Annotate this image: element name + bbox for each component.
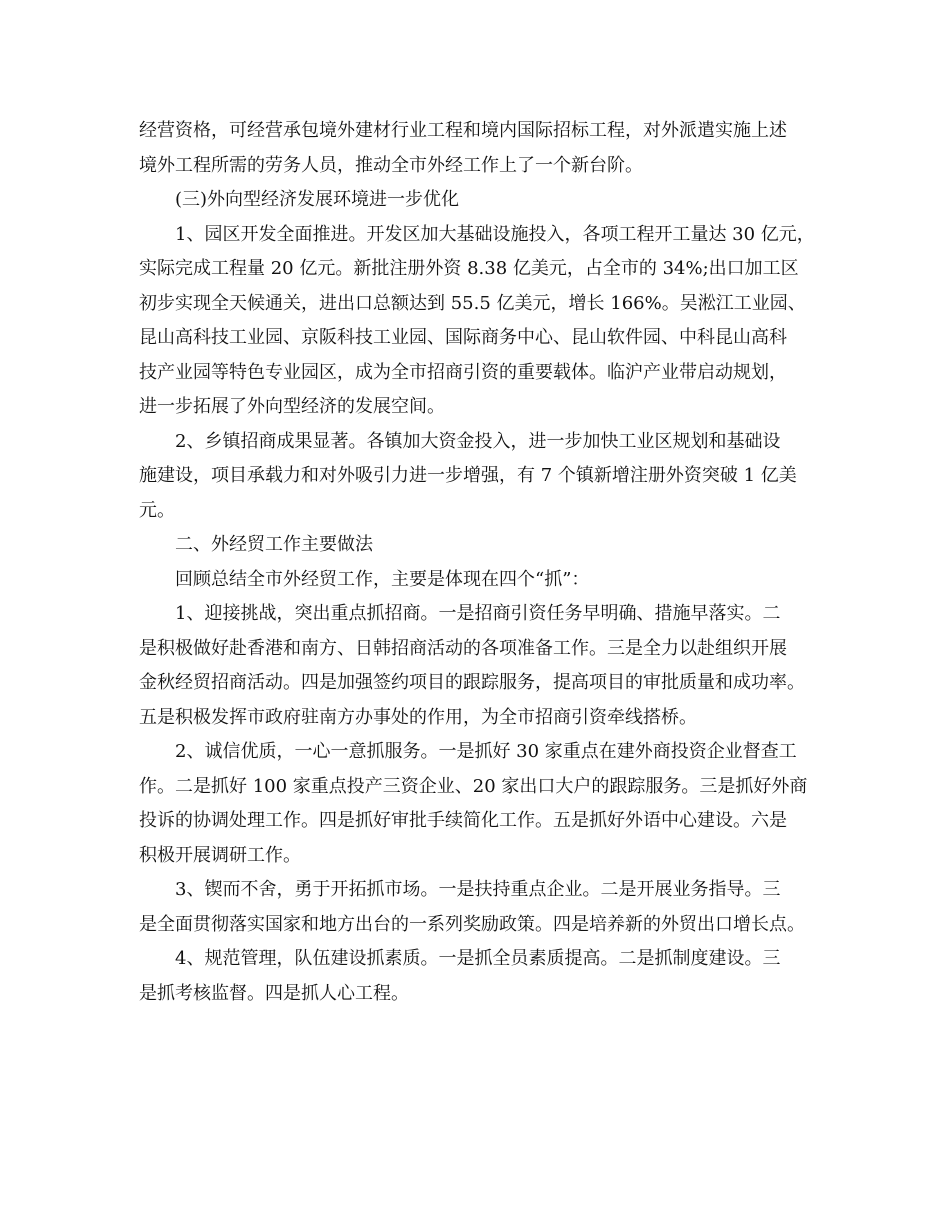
text-line: 投诉的协调处理工作。四是抓好审批手续简化工作。五是抓好外语中心建设。六是 <box>139 810 787 831</box>
text-line: 五是积极发挥市政府驻南方办事处的作用，为全市招商引资牵线搭桥。 <box>139 706 697 728</box>
document-page <box>139 114 829 1011</box>
text-line: 技产业园等特色专业园区，成为全市招商引资的重要载体。临沪产业带启动规划， <box>139 361 787 383</box>
text-line: 是积极做好赴香港和南方、日韩招商活动的各项准备工作。三是全力以赴组织开展 <box>139 637 787 659</box>
section-heading: (三)外向型经济发展环境进一步优化 <box>175 189 460 210</box>
text-line: 是全面贯彻落实国家和地方出台的一系列奖励政策。四是培养新的外贸出口增长点。 <box>139 913 805 935</box>
text-line: 1、迎接挑战，突出重点抓招商。一是招商引资任务早明确、措施早落实。二 <box>175 603 781 624</box>
text-line: 作。二是抓好 100 家重点投产三资企业、20 家出口大户的跟踪服务。三是抓好外商 <box>139 775 808 797</box>
text-line: 进一步拓展了外向型经济的发展空间。 <box>139 396 445 417</box>
text-line: 境外工程所需的劳务人员，推动全市外经工作上了一个新台阶。 <box>139 154 643 176</box>
text-line: 是抓考核监督。四是抓人心工程。 <box>139 982 409 1004</box>
text-line: 昆山高科技工业园、京阪科技工业园、国际商务中心、昆山软件园、中科昆山高科 <box>139 327 787 348</box>
text-line: 4、规范管理，队伍建设抓素质。一是抓全员素质提高。二是抓制度建设。三 <box>175 948 781 969</box>
text-line: 初步实现全天候通关，进出口总额达到 55.5 亿美元，增长 166%。吴淞江工业园、 <box>139 292 806 314</box>
text-line: 施建设，项目承载力和对外吸引力进一步增强，有 7 个镇新增注册外资突破 1 亿美 <box>139 465 797 486</box>
text-line: 金秋经贸招商活动。四是加强签约项目的跟踪服务，提高项目的审批质量和成功率。 <box>139 672 805 693</box>
text-line: 回顾总结全市外经贸工作，主要是体现在四个“抓”： <box>175 568 590 590</box>
text-line: 2、乡镇招商成果显著。各镇加大资金投入，进一步加快工业区规划和基础设 <box>175 430 781 452</box>
section-heading: 二、外经贸工作主要做法 <box>175 534 373 555</box>
text-line: 实际完成工程量 20 亿元。新批注册外资 8.38 亿美元，占全市的 34%;出口加工区 <box>139 258 799 279</box>
text-line: 元。 <box>139 499 175 521</box>
text-line: 3、锲而不舍，勇于开拓抓市场。一是扶持重点企业。二是开展业务指导。三 <box>175 879 781 900</box>
text-line: 2、诚信优质，一心一意抓服务。一是抓好 30 家重点在建外商投资企业督查工 <box>175 741 797 762</box>
text-line: 1、园区开发全面推进。开发区加大基础设施投入，各项工程开工量达 30 亿元， <box>175 223 815 245</box>
text-line: 积极开展调研工作。 <box>139 844 301 866</box>
text-line: 经营资格，可经营承包境外建材行业工程和境内国际招标工程，对外派遣实施上述 <box>139 120 787 141</box>
